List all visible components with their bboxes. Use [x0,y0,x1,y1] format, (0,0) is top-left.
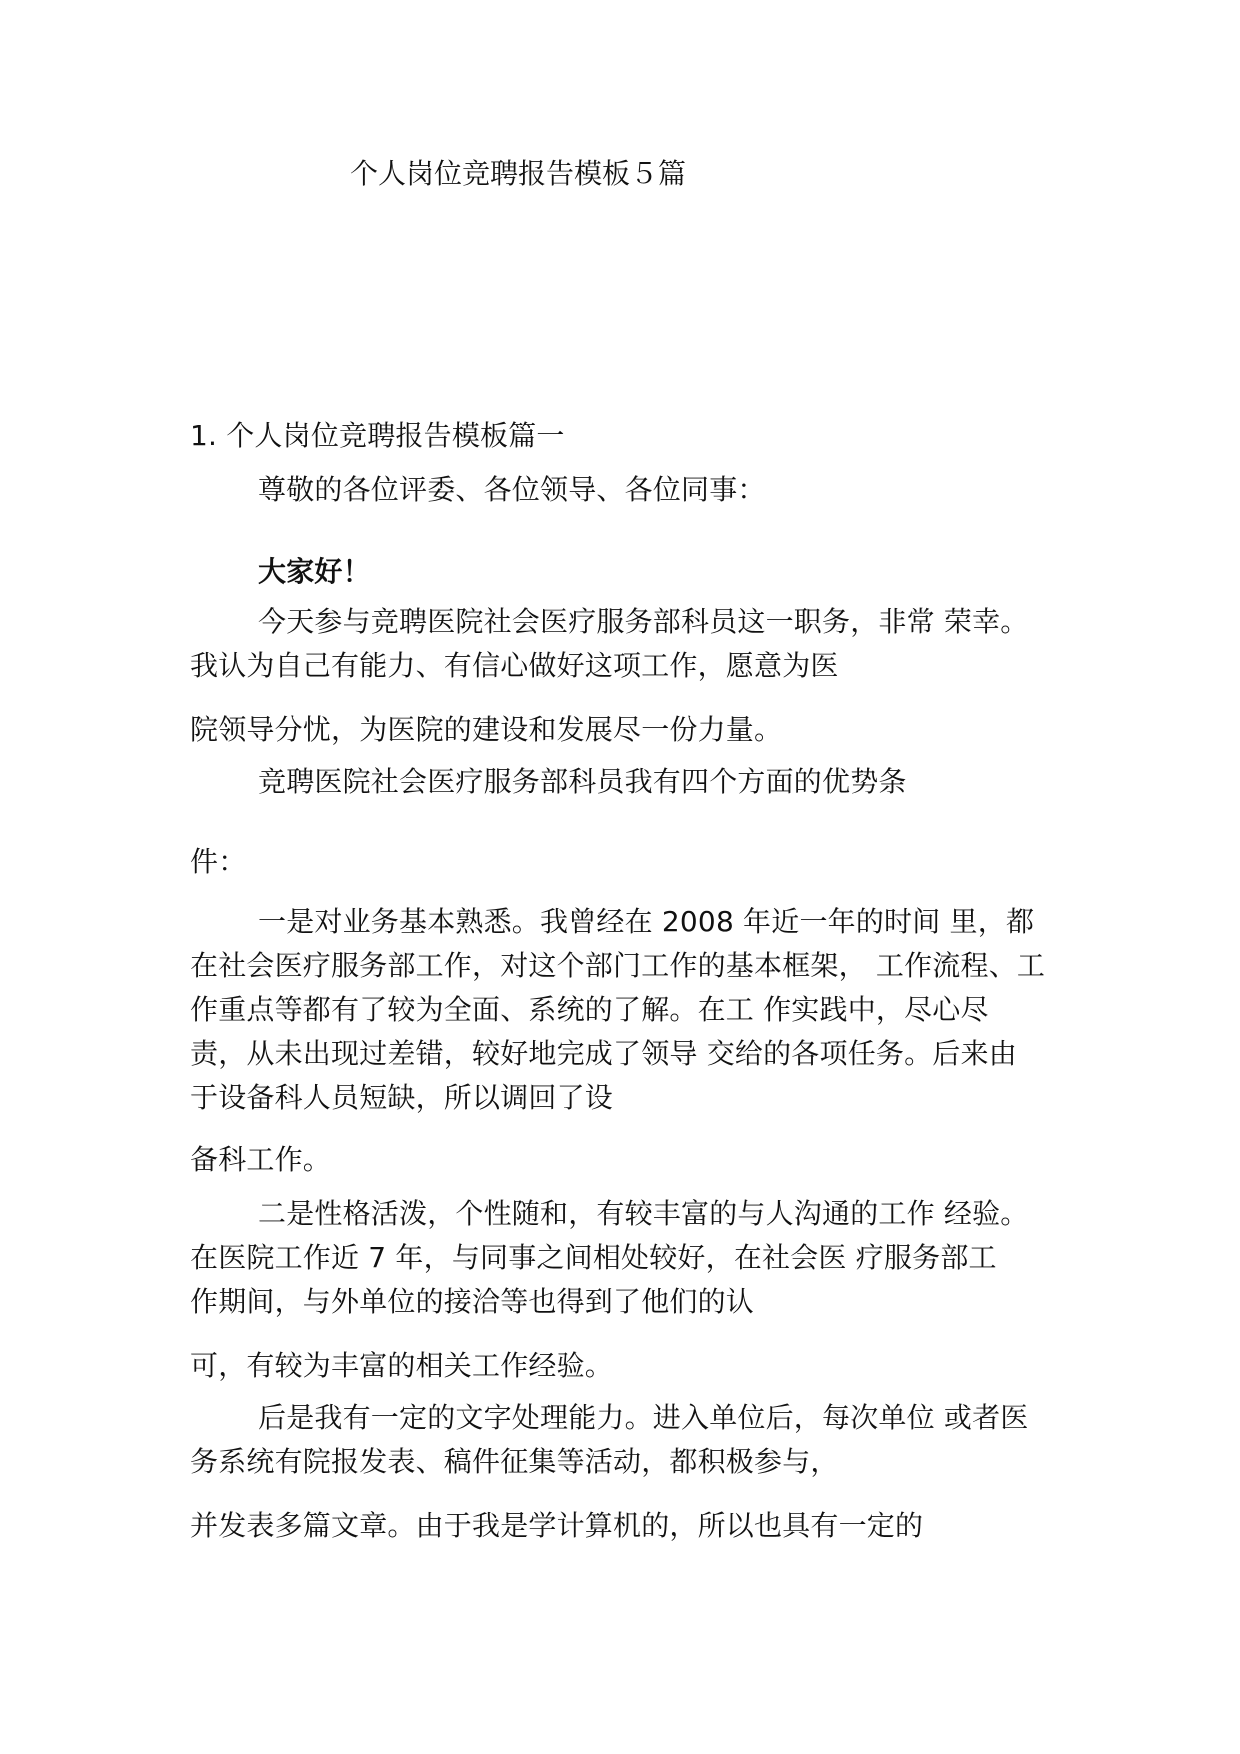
paragraph-line: 并发表多篇文章。由于我是学计算机的，所以也具有一定的 [190,1509,924,1542]
paragraph-line: 件： [190,845,247,878]
document-title: 个人岗位竞聘报告模板５篇 [350,157,687,190]
paragraph-line: 一是对业务基本熟悉。我曾经在 2008 年近一年的时间 里，都 [258,905,1035,938]
paragraph-line: 作期间，与外单位的接洽等也得到了他们的认 [190,1285,755,1318]
paragraph-line: 备科工作。 [190,1143,332,1176]
paragraph-line: 在社会医疗服务部工作，对这个部门工作的基本框架， 工作流程、工 [190,949,1046,982]
salutation: 尊敬的各位评委、各位领导、各位同事： [258,473,766,506]
paragraph-line: 于设备科人员短缺，所以调回了设 [190,1081,614,1114]
paragraph-line: 竞聘医院社会医疗服务部科员我有四个方面的优势条 [258,765,907,798]
paragraph-line: 责，从未出现过差错，较好地完成了领导 交给的各项任务。后来由 [190,1037,1017,1070]
paragraph-line: 可，有较为丰富的相关工作经验。 [190,1349,614,1382]
greeting: 大家好！ [258,555,371,588]
paragraph-line: 在医院工作近 7 年，与同事之间相处较好，在社会医 疗服务部工 [190,1241,997,1274]
paragraph-line: 作重点等都有了较为全面、系统的了解。在工 作实践中，尽心尽 [190,993,989,1026]
paragraph-line: 务系统有院报发表、稿件征集等活动，都积极参与， [190,1445,839,1478]
paragraph-line: 后是我有一定的文字处理能力。进入单位后，每次单位 或者医 [258,1401,1029,1434]
paragraph-line: 我认为自己有能力、有信心做好这项工作，愿意为医 [190,649,839,682]
paragraph-line: 院领导分忧，为医院的建设和发展尽一份力量。 [190,713,783,746]
paragraph-line: 今天参与竞聘医院社会医疗服务部科员这一职务，非常 荣幸。 [258,605,1029,638]
paragraph-line: 二是性格活泼，个性随和，有较丰富的与人沟通的工作 经验。 [258,1197,1029,1230]
section-heading: 1. 个人岗位竞聘报告模板篇一 [190,419,565,452]
